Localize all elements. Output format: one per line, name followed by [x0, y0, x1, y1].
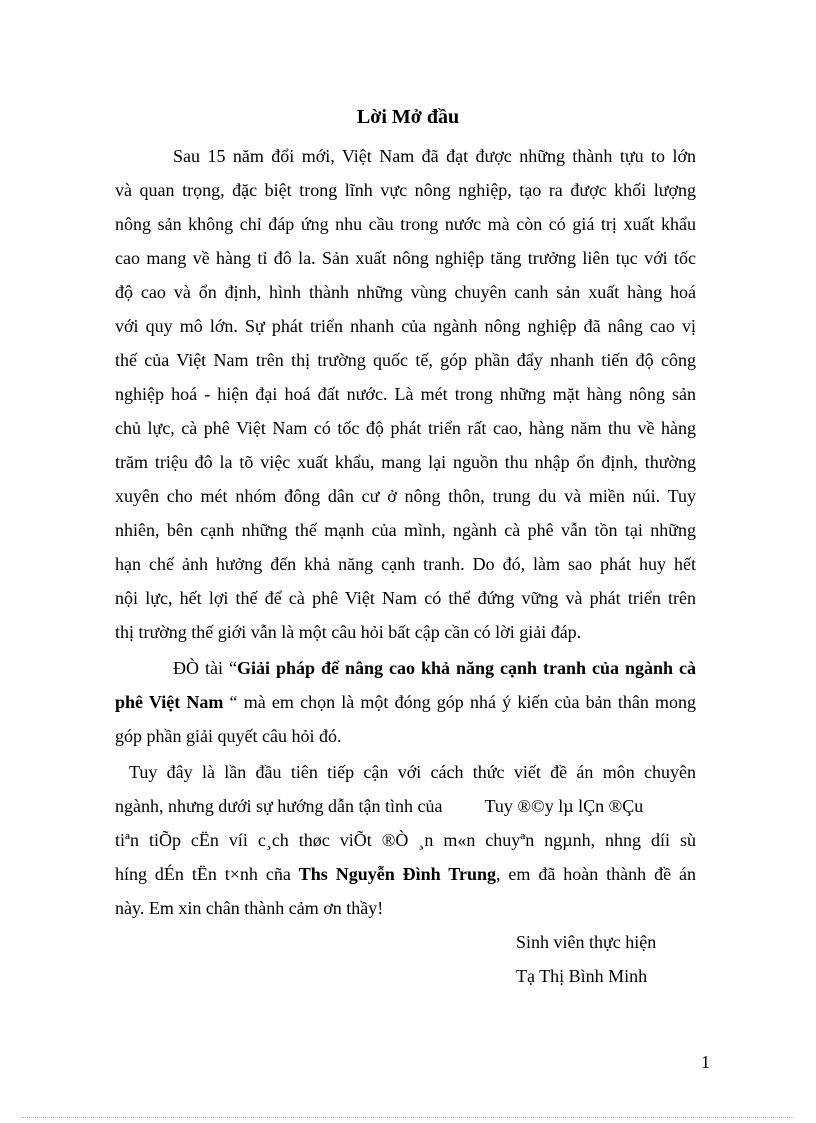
paragraph-1-line: với quy mô lớn. Sự phát triển nhanh của ngành nông nghiệp đã nâng cao vị	[115, 316, 696, 336]
paragraph-1-line: nông sản không chỉ đáp ứng nhu cầu trong nước mà còn có giá trị xuất khẩu	[115, 214, 696, 234]
paragraph-1-line: thế của Việt Nam trên thị trường quốc tế, góp phần đẩy nhanh tiến độ công	[115, 350, 696, 370]
paragraph-1-line: chủ lực, cà phê Việt Nam có tốc độ phát triển rất cao, hàng năm thu về hàng	[115, 418, 696, 438]
paragraph-2-bold-title: Giải pháp để nâng cao khả năng cạnh tranh của ngành cà	[236, 658, 696, 678]
paragraph-1-line: cao mang về hàng tỉ đô la. Sản xuất nông nghiệp tăng trưởng liên tục với tốc	[115, 248, 696, 268]
paragraph-1-line: xuyên cho mét nhóm đông dân cư ở nông thôn, trung du và miền núi. Tuy	[115, 486, 696, 506]
paragraph-2-line: góp phần giải quyết câu hỏi đó.	[115, 726, 342, 746]
paragraph-1-line: nhiên, bên cạnh những thế mạnh của mình, ngành cà phê vẫn tồn tại những	[115, 520, 696, 540]
paragraph-2-line	[173, 656, 696, 680]
paragraph-2-line	[115, 690, 696, 714]
paragraph-3-text: , em đã hoàn thành đề án	[495, 864, 696, 884]
paragraph-3-text: ngành, nhưng dưới sự hướng dẫn tận tình của	[115, 796, 443, 816]
paragraph-3-line	[115, 794, 696, 818]
paragraph-3-line: Tuy đây là lần đầu tiên tiếp cận với cách thức viết đề án môn chuyên	[129, 762, 696, 782]
page-title: Lời Mở đầu	[356, 106, 460, 128]
paragraph-1-line: trăm triệu đô la tõ việc xuất khẩu, mang lại nguồn thu nhập ổn định, thường	[115, 452, 696, 472]
signature-role: Sinh viên thực hiện	[516, 932, 657, 952]
paragraph-3-line: tiªn tiÕp cËn víi c¸ch thøc viÕt ®Ò ¸n m«n chuyªn ngµnh, nhng díi sù	[115, 830, 696, 850]
paragraph-3-garbled-text: Tuy ®©y lµ lÇn ®Çu	[484, 796, 644, 816]
paragraph-1-line: thị trường thế giới vẫn là một câu hỏi bất cập cần có lời giải đáp.	[115, 622, 582, 642]
paragraph-1-line: hạn chế ảnh hưởng đến khả năng cạnh tranh. Do đó, làm sao phát huy hết	[115, 554, 696, 574]
signature-name: Tạ Thị Bình Minh	[516, 966, 648, 986]
paragraph-3-line: này. Em xin chân thành cảm ơn thầy!	[115, 898, 384, 918]
paragraph-3-line	[115, 862, 696, 886]
paragraph-3-garbled-text: híng dÉn tËn t×nh cña	[115, 864, 299, 884]
paragraph-1-line: nghiệp hoá - hiện đại hoá đất nước. Là mét trong những mặt hàng nông sản	[115, 384, 696, 404]
paragraph-1-line: Sau 15 năm đổi mới, Việt Nam đã đạt được những thành tựu to lớn	[173, 146, 696, 166]
supervisor-name: Ths Nguyễn Đình Trung	[298, 864, 496, 884]
paragraph-1-line: nội lực, hết lợi thế để cà phê Việt Nam có thể đứng vững và phát triển trên	[115, 588, 696, 608]
paragraph-2-bold-title-end: phê Việt Nam	[115, 692, 224, 712]
paragraph-2-rest: “ mà em chọn là một đóng góp nhá ý kiến của bản thân mong	[223, 692, 697, 712]
paragraph-2-lead: ĐÒ tài “	[173, 658, 237, 678]
paragraph-1-line: độ cao và ổn định, hình thành những vùng chuyên canh sản xuất hàng hoá	[115, 282, 696, 302]
paragraph-1-line: và quan trọng, đặc biệt trong lĩnh vực nông nghiệp, tạo ra được khối lượng	[115, 180, 696, 200]
page-bottom-divider	[22, 1117, 794, 1118]
page-number: 1	[701, 1052, 710, 1072]
